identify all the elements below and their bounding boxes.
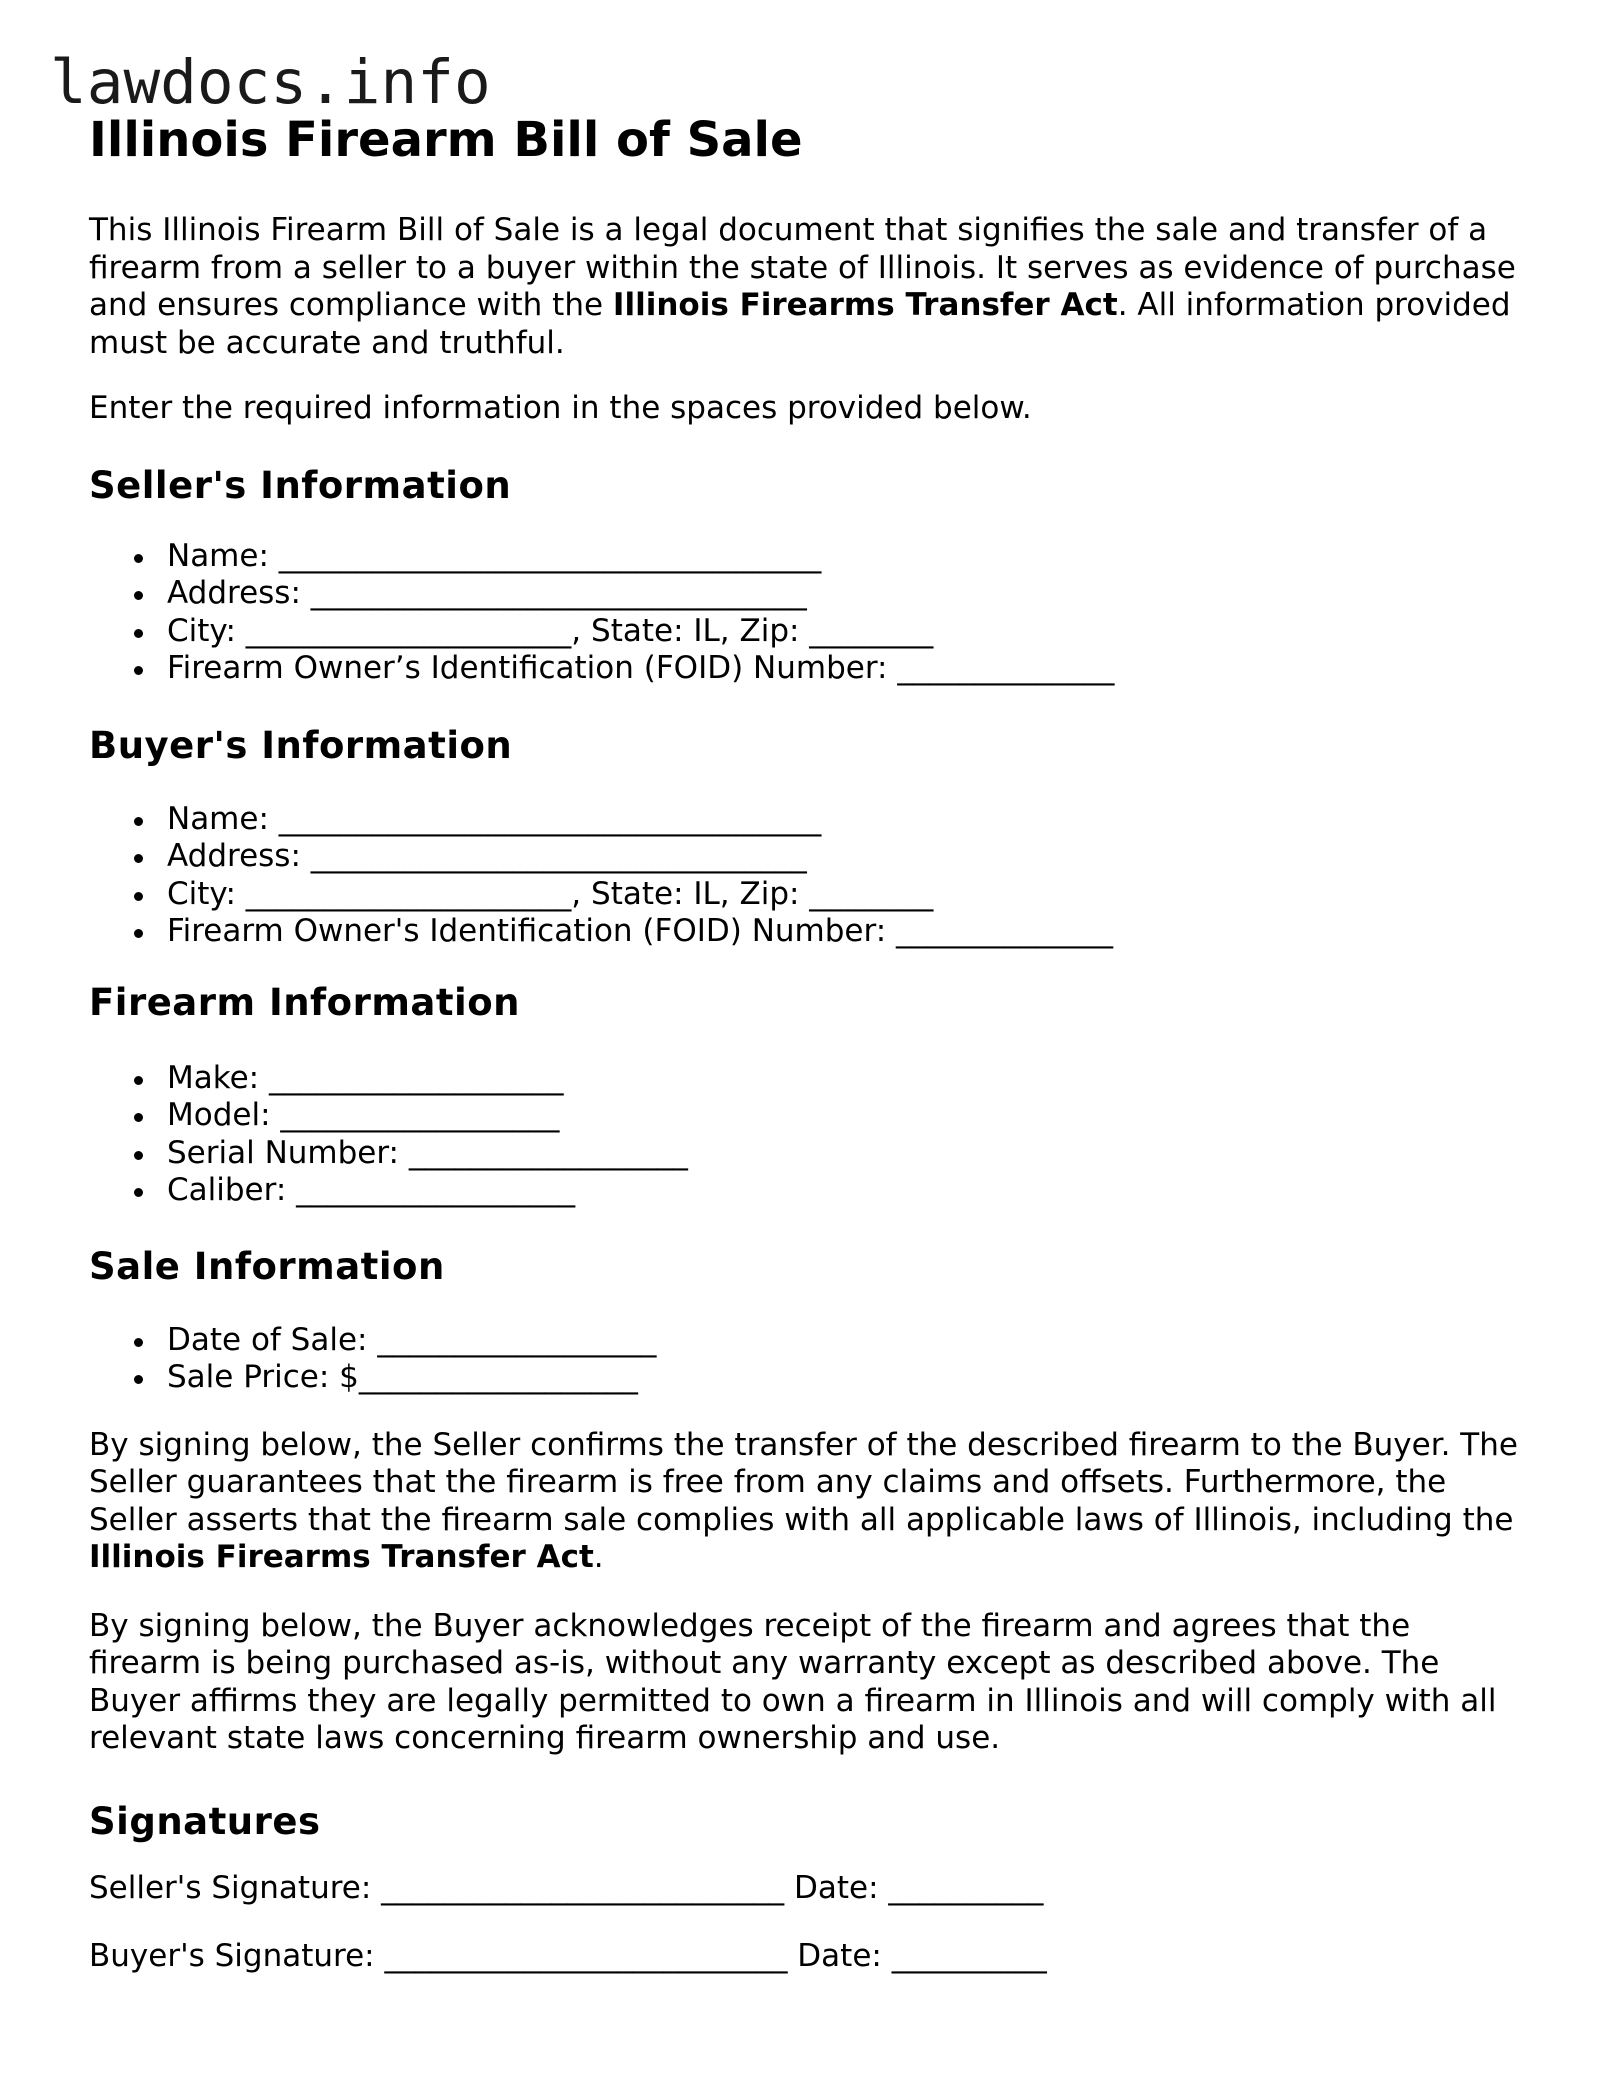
seller-address-field: Address: ________________________________ (89, 575, 1529, 613)
signatures-heading: Signatures (89, 1799, 321, 1843)
seller-statement (89, 1427, 1529, 1577)
firearm-list (89, 1060, 1529, 1210)
instruction-text: Enter the required information in the spaces provided below. (89, 390, 1032, 426)
seller-statement-end: . (593, 1539, 604, 1575)
buyer-name-field: Name: ___________________________________ (89, 801, 1529, 839)
firearm-model-field: Model: __________________ (89, 1097, 1529, 1135)
seller-statement-text: By signing below, the Seller confirms the transfer of the described firearm to the Buyer. The Seller guarantees that the firearm is free from any claims and offsets. Furthermore, the Seller asserts that the firearm sale complies with all applicable laws of Illinois, including the (89, 1426, 1518, 1538)
firearm-heading: Firearm Information (89, 980, 520, 1024)
sale-heading: Sale Information (89, 1244, 445, 1288)
firearm-caliber-field: Caliber: __________________ (89, 1172, 1529, 1210)
buyer-statement: By signing below, the Buyer acknowledges receipt of the firearm and agrees that the firearm is being purchased as-is, without any warranty except as described above. The Buyer affirms they are legally permitted to own a firearm in Illinois and will comply with all relevant state laws concerning firearm ownership and use. (89, 1607, 1497, 1756)
page-title: Illinois Firearm Bill of Sale (89, 112, 803, 168)
firearm-make-field: Make: ___________________ (89, 1060, 1529, 1098)
seller-list (89, 538, 1529, 688)
sale-list (89, 1322, 1529, 1397)
watermark-logo: lawdocs.info (50, 47, 491, 118)
buyer-signature-line: Buyer's Signature: __________________________ Date: __________ (89, 1938, 1047, 1974)
seller-foid-field: Firearm Owner’s Identification (FOID) Number: ______________ (89, 650, 1529, 688)
seller-statement-act-name: Illinois Firearms Transfer Act (89, 1539, 594, 1575)
buyer-city-field: City: _____________________, State: IL, Zip: ________ (89, 876, 1529, 914)
firearm-serial-field: Serial Number: __________________ (89, 1135, 1529, 1173)
intro-act-name: Illinois Firearms Transfer Act (612, 287, 1118, 323)
document-body (89, 110, 1529, 1976)
intro-text-end: . All information provided must be accurate and truthful. (89, 287, 1511, 361)
intro-text: This Illinois Firearm Bill of Sale is a legal document that signifies the sale and transfer of a firearm from a seller to a buyer within the state of Illinois. It serves as evidence of purchase and ensures compliance with the (89, 212, 1516, 323)
seller-signature-line: Seller's Signature: __________________________ Date: __________ (89, 1869, 1044, 1906)
seller-name-field: Name: ___________________________________ (89, 538, 1529, 576)
sale-price-field: Sale Price: $__________________ (89, 1359, 1529, 1397)
seller-city-field: City: _____________________, State: IL, Zip: ________ (89, 613, 1529, 651)
sale-date-field: Date of Sale: __________________ (89, 1322, 1529, 1360)
buyer-foid-field: Firearm Owner's Identification (FOID) Number: ______________ (89, 913, 1529, 951)
buyer-heading: Buyer's Information (89, 723, 513, 767)
buyer-address-field: Address: ________________________________ (89, 838, 1529, 876)
intro-paragraph (89, 212, 1529, 362)
seller-heading: Seller's Information (89, 463, 512, 507)
buyer-list (89, 801, 1529, 951)
